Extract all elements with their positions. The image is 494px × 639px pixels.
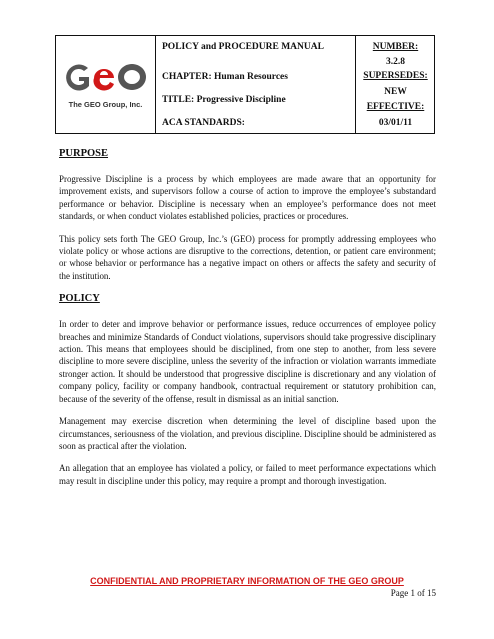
header-divider	[155, 36, 156, 133]
policy-paragraph-2: Management may exercise discretion when determining the level of discipline based upon the circumstances, seriousness of the violation, and previous discipline. Discipline should be administered as soon as practical after the violation.	[59, 416, 436, 451]
page-number: Page 1 of 15	[390, 588, 436, 598]
supersedes-label: SUPERSEDES:	[363, 71, 428, 81]
supersedes-value: NEW	[384, 87, 407, 97]
header-table	[55, 35, 435, 134]
title-line: TITLE: Progressive Discipline	[162, 95, 286, 105]
effective-value: 03/01/11	[378, 118, 413, 128]
logo-subtitle: The GEO Group, Inc.	[68, 100, 143, 109]
document-body	[59, 147, 436, 487]
confidential-notice: CONFIDENTIAL AND PROPRIETARY INFORMATION OF THE GEO GROUP	[90, 576, 404, 586]
geo-logo	[64, 60, 148, 94]
purpose-heading: PURPOSE	[59, 148, 109, 159]
logo-cell	[56, 36, 155, 132]
policy-paragraph-1: In order to deter and improve behavior or performance issues, reduce occurrences of employee policy breaches and minimize Standards of Conduct violations, supervisors should take progressive disciplinary action. This means that employees should be disciplined, from one step to another, from less severe discipline to more severe discipline, unless the severity of the infraction or violation warrants immediate stronger action. It should be understood that progressive discipline is discretionary and any violation of company policy, facility or company handbook, contractual requirement or statutory prohibition can, because of the severity of the offense, result in dismissal as an initial sanction.	[59, 319, 436, 404]
manual-title: POLICY and PROCEDURE MANUAL	[162, 42, 324, 52]
policy-paragraph-3: An allegation that an employee has violated a policy, or failed to meet performance expectations which may result in discipline under this policy, may require a prompt and thorough investigation.	[59, 463, 436, 486]
effective-label: EFFECTIVE:	[366, 102, 425, 112]
number-value: 3.2.8	[386, 57, 405, 67]
aca-standards: ACA STANDARDS:	[162, 118, 245, 128]
chapter-line: CHAPTER: Human Resources	[162, 72, 288, 82]
purpose-paragraph-1: Progressive Discipline is a process by which employees are made aware that an opportunity for improvement exists, and supervisors follow a course of action to improve the employee’s substandard performance or behavior. Discipline is necessary when an employee’s performance does not meet standards, or when conduct violates established policies, practices or procedures.	[59, 174, 436, 222]
purpose-paragraph-2: This policy sets forth The GEO Group, Inc.’s (GEO) process for promptly addressing employees who violate policy or whose actions are disruptive to the corrections, detention, or patient care environment; or whose behavior or performance has a negative impact on others or affects the safety and security of the institution.	[59, 233, 436, 281]
policy-heading: POLICY	[59, 293, 100, 305]
number-label: NUMBER:	[372, 42, 419, 52]
